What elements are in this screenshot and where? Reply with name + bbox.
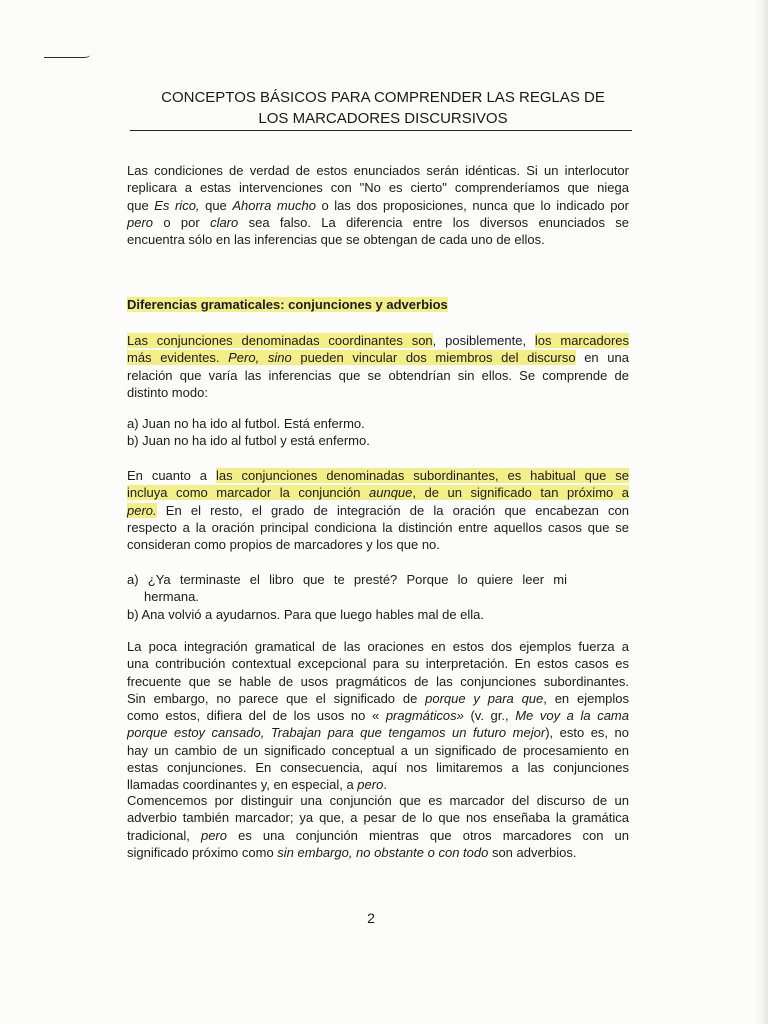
text-run: o las dos proposiciones, nunca que lo indicado por — [315, 197, 629, 213]
text-run: En cuanto a — [127, 468, 216, 483]
text-line — [127, 724, 629, 741]
scanned-paper-edge — [752, 0, 768, 1024]
text-run: a) ¿Ya terminaste el libro que te presté? Porque lo quiere leer mi — [127, 572, 567, 587]
highlighted-text: Diferencias gramaticales: conjunciones y adverbios — [127, 297, 448, 312]
title-underline — [130, 130, 632, 131]
highlighted-text: , de un significado tan próximo a — [412, 485, 629, 501]
examples-2 — [127, 571, 629, 623]
italic-text: claro — [210, 214, 239, 230]
text-line — [127, 296, 629, 313]
text-line — [127, 655, 629, 672]
text-run: distinto modo: — [127, 384, 208, 400]
text-run: son adverbios. — [488, 844, 577, 860]
highlighted-text: Las conjunciones denominadas coordinantes son — [127, 333, 433, 348]
text-line — [127, 588, 629, 605]
text-run: , en ejemplos — [543, 690, 629, 706]
text-run: b) Juan no ha ido al futbol y está enfermo. — [127, 433, 370, 449]
text-run: sea falso. La diferencia entre los diversos enunciados se — [238, 214, 630, 230]
text-run: tradicional, — [127, 827, 201, 843]
highlighted-text: pueden vincular dos miembros del discurso — [291, 350, 576, 366]
text-run: o por — [153, 214, 211, 230]
text-line — [127, 384, 629, 401]
text-run: significado próximo como — [127, 844, 278, 860]
text-line — [127, 432, 629, 449]
document-title — [130, 87, 636, 129]
document-title-line-2: LOS MARCADORES DISCURSIVOS — [258, 110, 508, 127]
examples-1 — [127, 415, 629, 450]
text-line — [127, 690, 629, 707]
highlighted-text: las conjunciones denominadas subordinantes, es habitual que se — [215, 468, 629, 483]
text-line — [127, 638, 629, 655]
text-run: como estos, difiera del de los usos no « — [127, 708, 386, 724]
text-run: hermana. — [144, 589, 199, 605]
text-line — [127, 792, 629, 809]
text-run: ), esto es, no — [545, 725, 630, 741]
text-run: Sin embargo, no parece que el significado de — [127, 690, 426, 706]
text-run: b) Ana volvió a ayudarnos. Para que luego hables mal de ella. — [127, 606, 485, 622]
highlighted-text: los marcadores — [534, 333, 630, 348]
text-line — [127, 673, 629, 690]
text-run: hay un cambio de un significado conceptual a un significado de procesamiento en — [127, 742, 629, 758]
italic-text: pero — [127, 214, 154, 230]
text-run: relación que varía las inferencias que se obtendrían sin ellos. Se comprende de — [127, 367, 629, 383]
text-line — [127, 162, 629, 179]
text-line — [127, 827, 629, 844]
text-run: consideran como propios de marcadores y los que no. — [127, 537, 440, 553]
pen-mark — [44, 54, 90, 58]
text-run: Las condiciones de verdad de estos enunciados serán idénticas. Si un interlocutor — [127, 163, 629, 178]
text-run: frecuente que se hable de usos pragmáticos de las conjunciones subordinantes. — [127, 673, 629, 689]
text-run: En el resto, el grado de integración de la oración que encabezan con — [156, 502, 629, 518]
text-run: (v. gr., — [463, 708, 516, 724]
highlighted-text: más evidentes. — [127, 350, 229, 366]
text-run: a) Juan no ha ido al futbol. Está enfermo. — [127, 416, 365, 431]
text-line — [127, 179, 629, 196]
text-line — [127, 415, 629, 432]
text-run: estas conjunciones. En consecuencia, aquí nos limitaremos a las conjunciones — [127, 760, 629, 776]
highlighted-italic-text: Pero, sino — [228, 350, 292, 366]
text-line — [127, 484, 629, 501]
italic-text: pero — [357, 777, 384, 793]
text-run: , posiblemente, — [432, 333, 535, 348]
text-line — [127, 332, 629, 349]
text-line — [127, 571, 567, 588]
italic-text: Es rico, — [154, 197, 200, 213]
document-title-line-1: CONCEPTOS BÁSICOS PARA COMPRENDER LAS REGLAS DE — [161, 89, 605, 106]
text-line — [127, 809, 629, 826]
text-run: adverbio también marcador; ya que, a pesar de lo que nos enseñaba la gramática — [127, 810, 629, 826]
text-line — [127, 844, 629, 861]
text-line — [127, 197, 629, 214]
italic-text: pragmáticos» — [385, 708, 464, 724]
text-run: . — [383, 777, 387, 793]
text-line — [127, 467, 629, 484]
text-run: es una conjunción mientras que otros marcadores con un — [227, 827, 629, 843]
italic-text: pero — [200, 827, 227, 843]
text-run: Comencemos por distinguir una conjunción que es marcador del discurso de un — [127, 793, 629, 808]
text-line — [127, 536, 629, 553]
italic-text: porque y para que — [425, 690, 544, 706]
text-run: una contribución contextual excepcional para su interpretación. En estos casos es — [127, 656, 629, 672]
italic-text: Me voy a la cama — [515, 708, 629, 724]
text-line — [127, 367, 629, 384]
text-run: en una — [575, 350, 629, 366]
text-run: La poca integración gramatical de las oraciones en estos dos ejemplos fuerza a — [127, 639, 629, 654]
text-line — [127, 742, 629, 759]
italic-text: porque estoy cansado, Trabajan para que tengamos un futuro mejor — [127, 725, 546, 741]
text-run: que — [199, 197, 233, 213]
section-heading — [127, 296, 629, 313]
italic-text: sin embargo, no obstante o con todo — [277, 844, 489, 860]
paragraph-4 — [127, 638, 629, 794]
text-line — [127, 502, 629, 519]
highlighted-text: incluya como marcador la conjunción — [127, 485, 370, 501]
highlighted-italic-text: pero. — [127, 502, 157, 518]
text-line — [127, 519, 629, 536]
text-run: encuentra sólo en las inferencias que se obtengan de cada uno de ellos. — [127, 232, 545, 248]
text-run: que — [127, 197, 155, 213]
text-run: replicara a estas intervenciones con "No es cierto" comprenderíamos que niega — [127, 180, 629, 196]
text-line — [127, 231, 629, 248]
text-line — [127, 214, 629, 231]
italic-text: Ahorra mucho — [232, 197, 316, 213]
text-line — [127, 707, 629, 724]
text-run: llamadas coordinantes y, en especial, a — [127, 777, 358, 793]
highlighted-italic-text: aunque — [369, 485, 413, 501]
paragraph-2 — [127, 332, 629, 401]
text-run: respecto a la oración principal condiciona la distinción entre aquellos casos que se — [127, 519, 629, 535]
paragraph-5 — [127, 792, 629, 861]
paragraph-3 — [127, 467, 629, 553]
text-line — [127, 606, 629, 623]
page-number: 2 — [367, 910, 375, 926]
paragraph-1 — [127, 162, 629, 248]
text-line — [127, 759, 629, 776]
text-line — [127, 349, 629, 366]
